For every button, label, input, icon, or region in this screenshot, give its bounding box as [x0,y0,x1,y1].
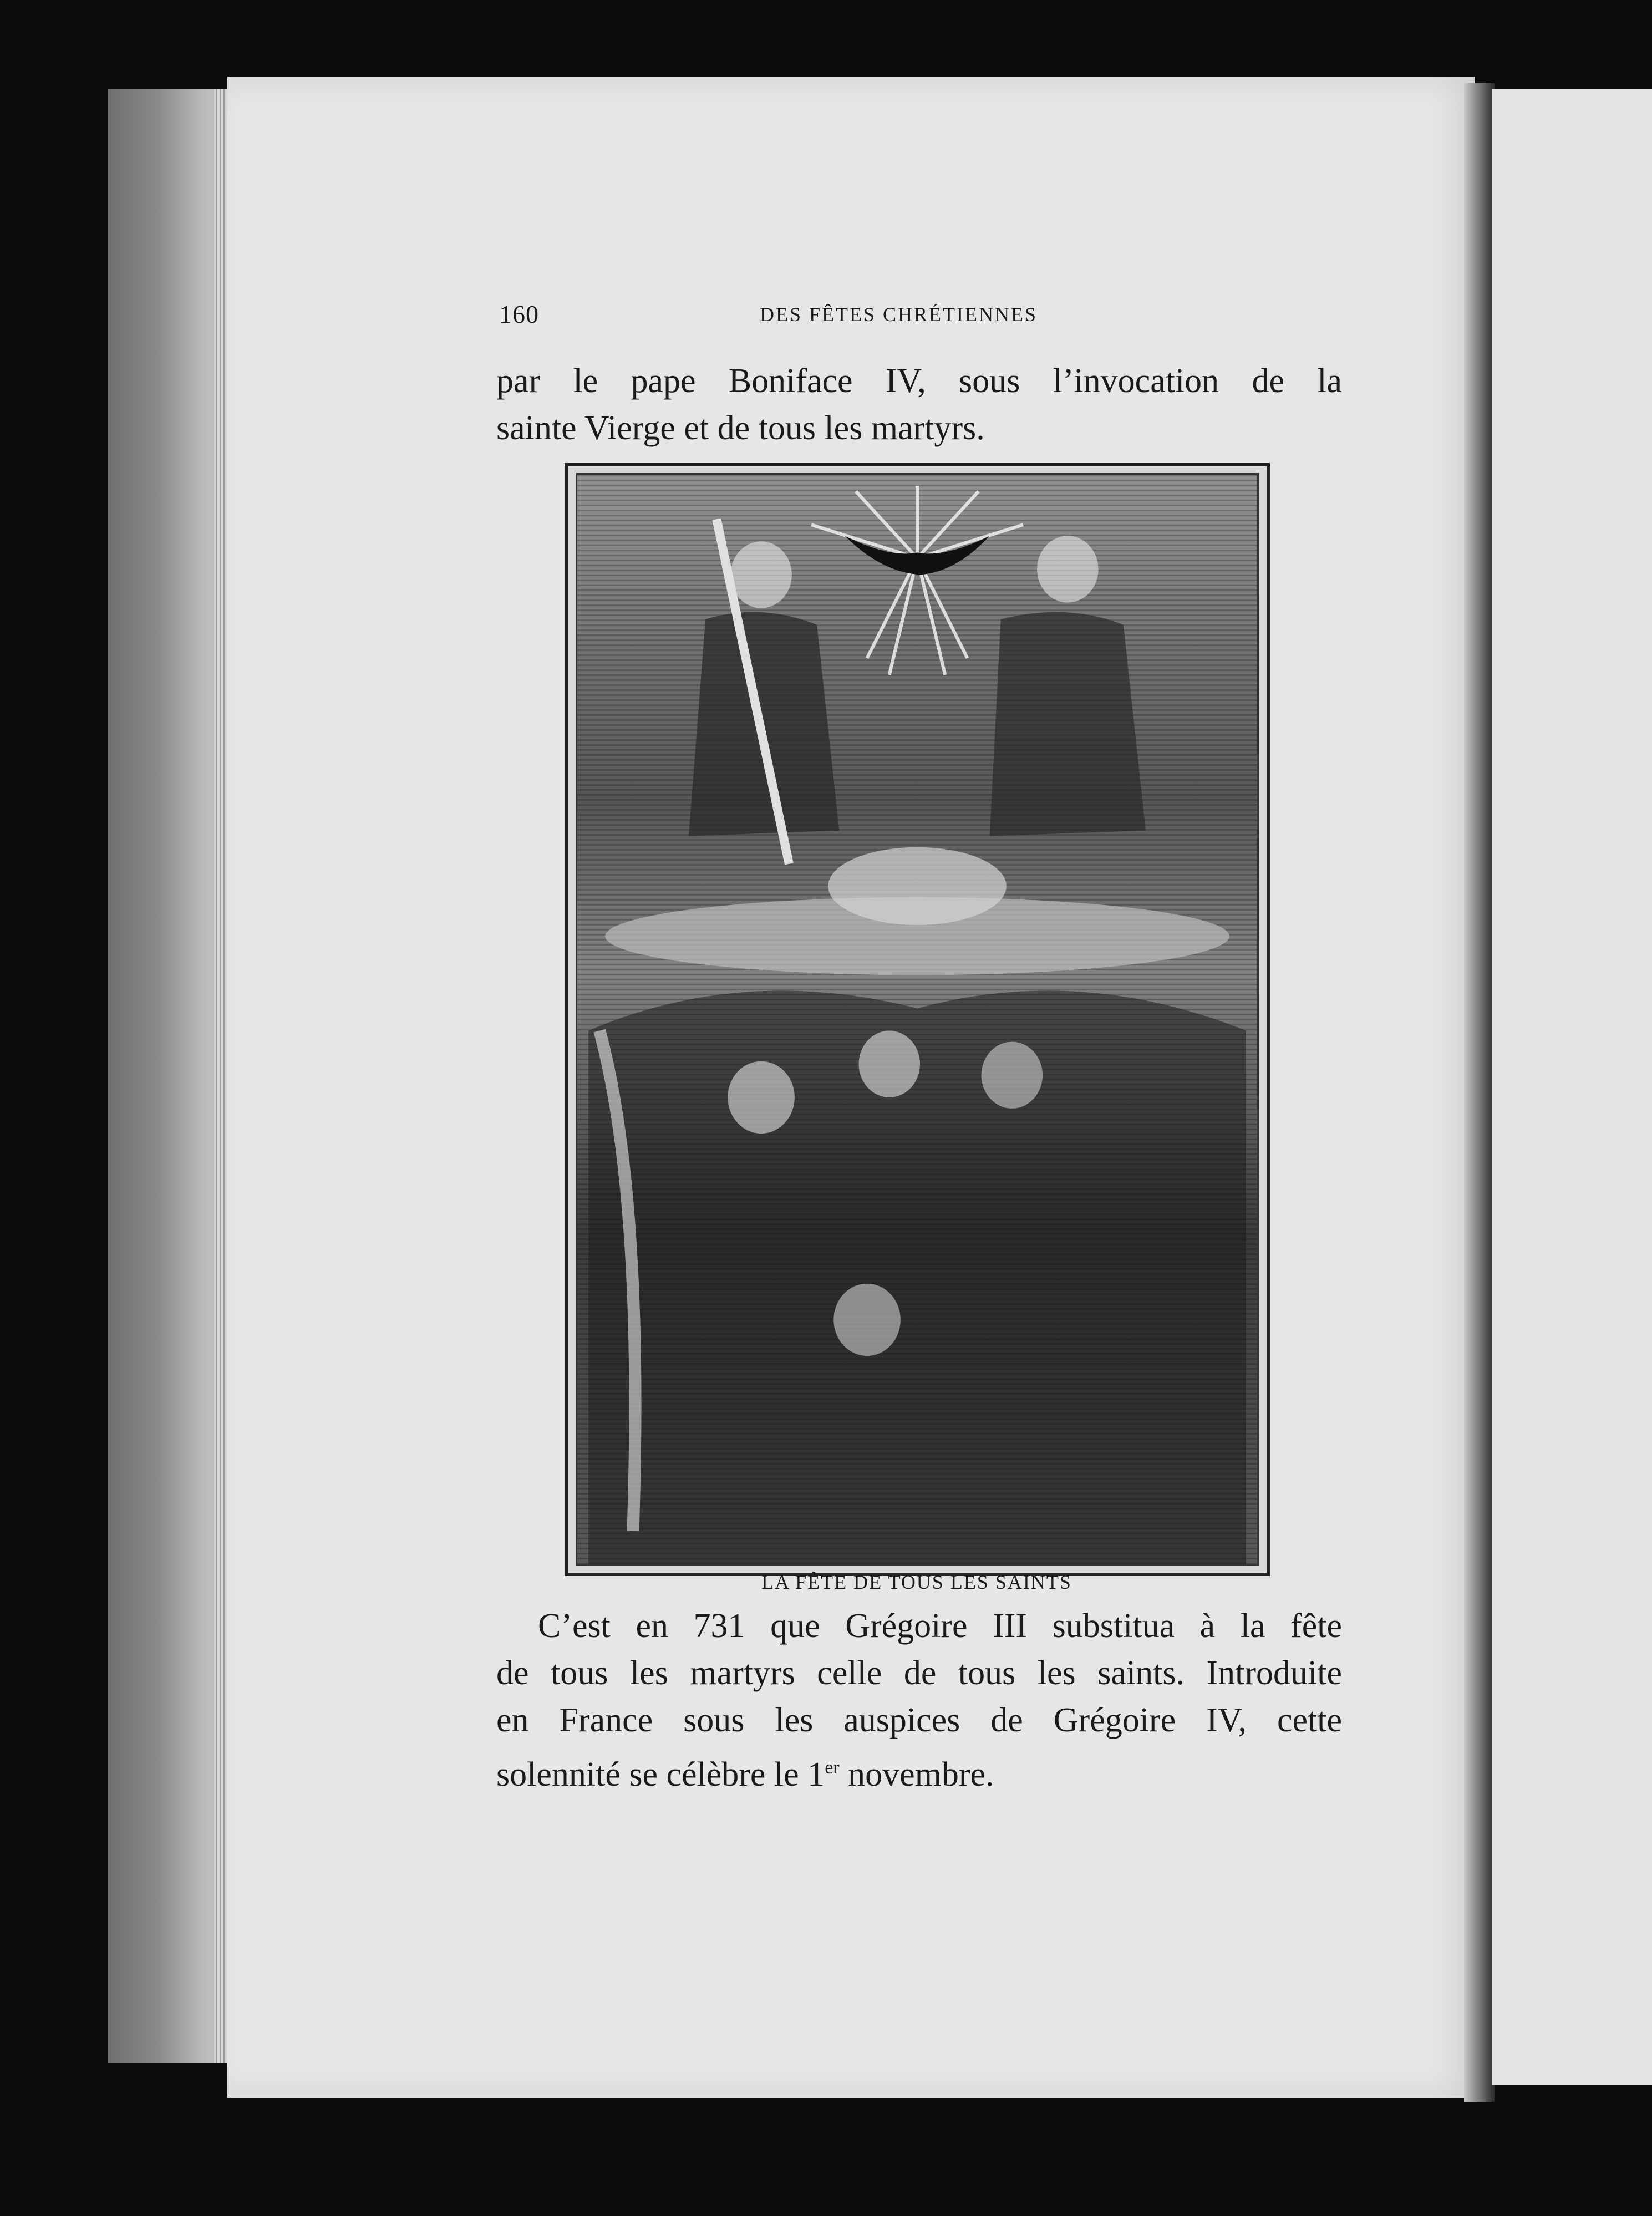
page-stack-edges [108,89,236,2063]
book-gutter [1464,83,1495,2102]
main-paragraph [496,1603,1342,1791]
figure-caption: LA FÊTE DE TOUS LES SAINTS [761,1571,1072,1593]
engraving-image [576,473,1259,1566]
text-line: C’est en 731 que Grégoire III substitua à la fête [538,1607,1342,1645]
engraving-sketch [577,475,1257,1564]
superscript: er [825,1757,840,1778]
running-header [499,299,1342,338]
text-line: en France sous les auspices de Grégoire IV, cette [496,1701,1342,1739]
page-number: 160 [499,300,539,328]
last-line-text: solennité se célèbre le 1 [496,1756,825,1793]
text-line: sainte Vierge et de tous les martyrs. [496,409,985,447]
last-line-end: novembre. [839,1756,994,1793]
right-page [1492,89,1652,2085]
intro-paragraph [496,358,1342,452]
text-line: de tous les martyrs celle de tous les saints. Introduite [496,1654,1342,1692]
running-title: DES FÊTES CHRÉTIENNES [760,303,1038,326]
engraving-illustration [565,463,1270,1576]
text-line-last [496,1744,1342,1791]
text-line: par le pape Boniface IV, sous l’invocation de la [496,362,1342,400]
